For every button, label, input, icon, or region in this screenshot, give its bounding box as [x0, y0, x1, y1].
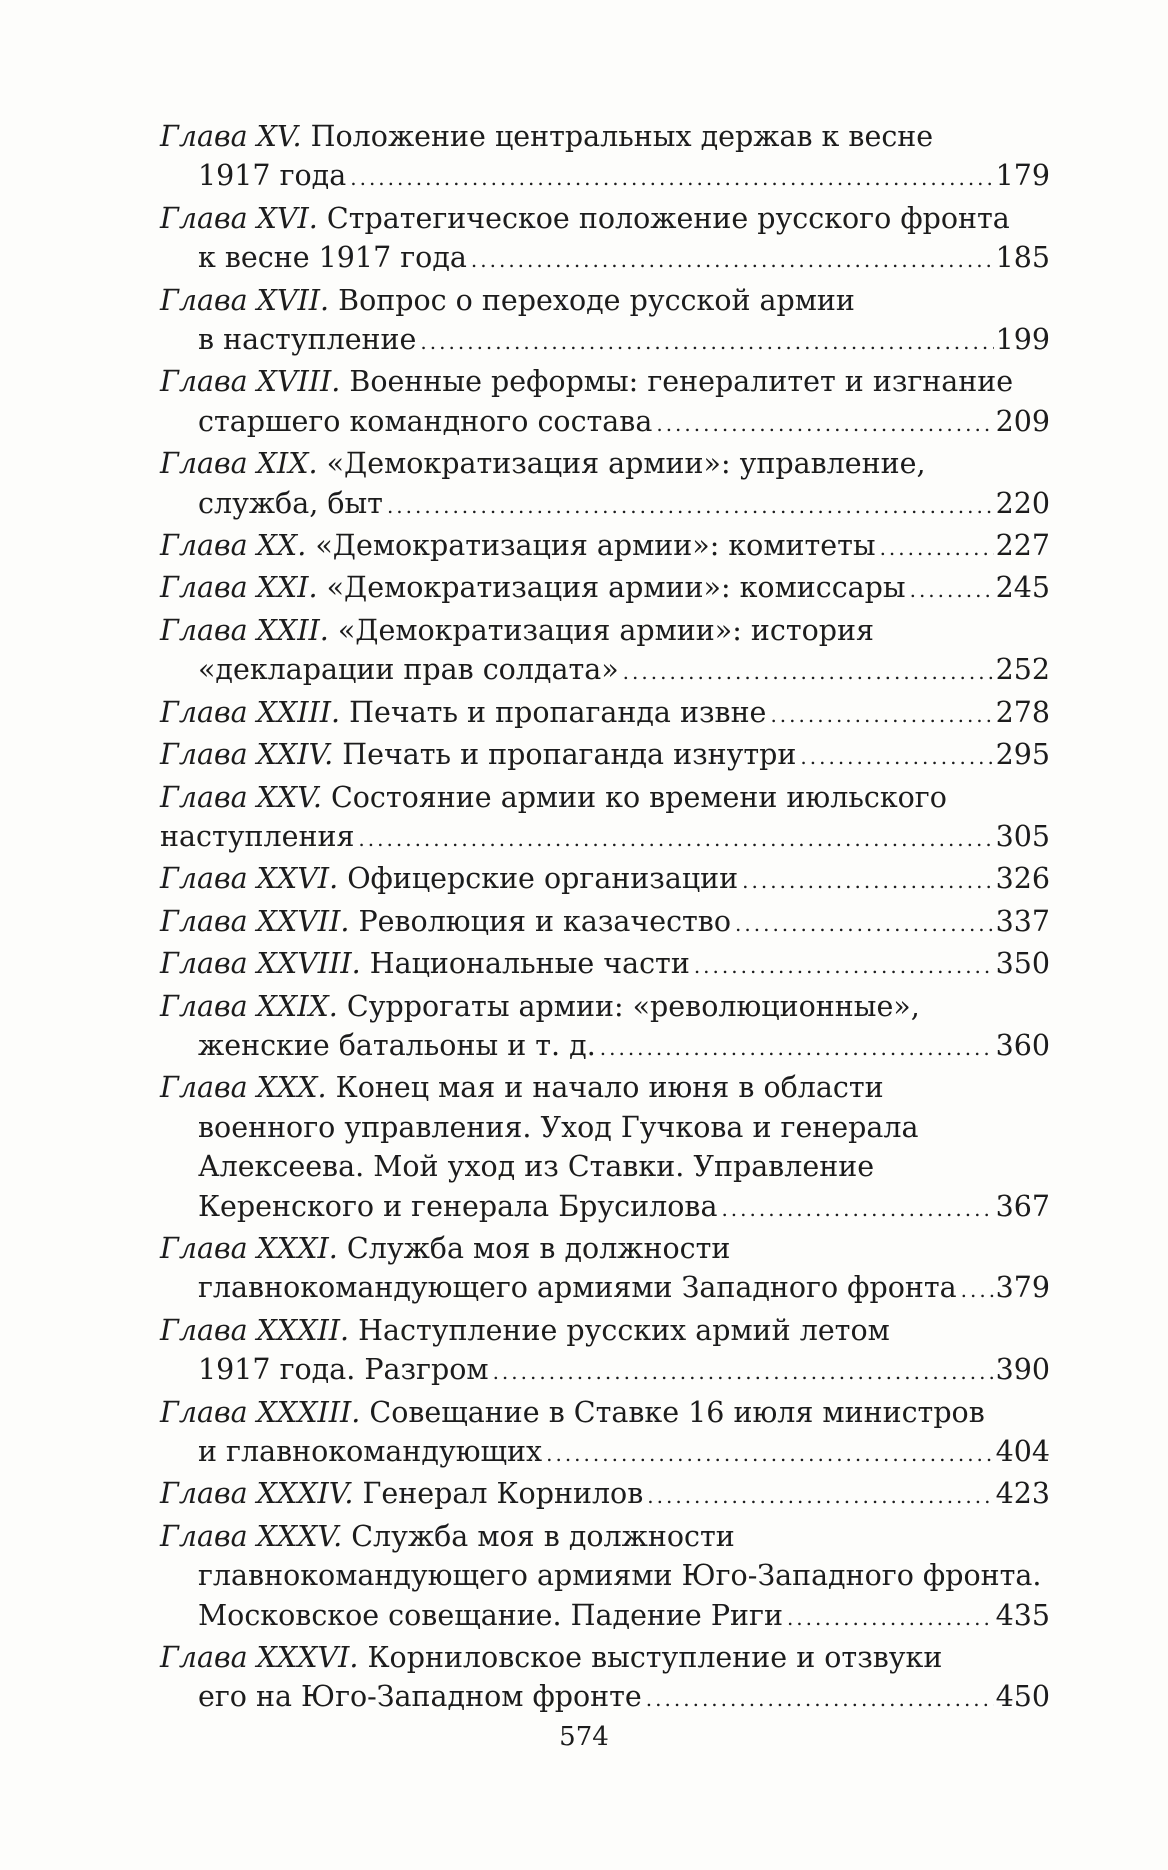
toc-page-number: 326	[995, 862, 1050, 896]
toc-page-number: 337	[995, 904, 1050, 938]
toc-page-number: 305	[995, 819, 1050, 853]
toc-line-text	[160, 735, 796, 774]
toc-entry	[160, 281, 1050, 363]
chapter-title-line: в наступление	[198, 323, 417, 357]
toc-line-text	[160, 202, 1010, 235]
toc-entry-last-line	[160, 1474, 1050, 1516]
dot-leader	[600, 1029, 994, 1068]
chapter-label: Глава XXV.	[160, 780, 322, 814]
toc-entry	[160, 1393, 1050, 1475]
toc-entry	[160, 444, 1050, 526]
chapter-label: Глава XXVII.	[160, 904, 350, 938]
chapter-label: Глава XXIII.	[160, 695, 341, 729]
chapter-title-line: Алексеева. Мой уход из Ставки. Управление	[198, 1150, 875, 1184]
toc-entry	[160, 362, 1050, 444]
toc-page-number: 278	[995, 695, 1050, 729]
toc-line-text	[198, 1187, 717, 1226]
chapter-label: Глава XXXI.	[160, 1231, 338, 1265]
chapter-title-line: к весне 1917 года	[198, 241, 467, 275]
toc-line-text	[160, 902, 731, 941]
toc-entry-last-line	[160, 817, 1050, 859]
chapter-title-line: наступления	[160, 819, 355, 853]
toc-entry-line	[160, 1517, 1050, 1556]
page-number: 574	[559, 1722, 609, 1752]
toc-entry-last-line	[160, 1268, 1050, 1310]
toc-line-text	[160, 526, 876, 565]
toc-page-number: 367	[995, 1189, 1050, 1223]
chapter-title-line: Стратегическое положение русского фронта	[326, 201, 1010, 235]
chapter-title-line: Корниловское выступление и отзвуки	[367, 1641, 943, 1675]
dot-leader	[646, 1680, 994, 1719]
toc-entry	[160, 778, 1050, 860]
toc-page-number: 185	[995, 241, 1050, 275]
chapter-label: Глава XXXVI.	[160, 1641, 359, 1675]
toc-line-text	[160, 944, 690, 983]
toc-entry	[160, 1517, 1050, 1638]
chapter-title-line: Революция и казачество	[358, 904, 732, 938]
toc-line-text	[198, 156, 346, 195]
toc-entry-last-line	[160, 526, 1050, 568]
toc-line-text	[198, 1111, 919, 1144]
toc-entry-line	[160, 1393, 1050, 1432]
chapter-label: Глава XXVI.	[160, 862, 339, 896]
dot-leader	[623, 653, 994, 692]
toc-line-text	[198, 1268, 957, 1307]
dot-leader	[350, 159, 993, 198]
toc-entry-last-line	[160, 568, 1050, 610]
chapter-label: Глава XIX.	[160, 447, 318, 481]
chapter-title-line: Генерал Корнилов	[362, 1477, 644, 1511]
dot-leader	[787, 1599, 994, 1638]
toc-line-text	[160, 447, 926, 480]
toc-page-number: 435	[995, 1598, 1050, 1632]
chapter-title-line: служба, быт	[198, 486, 383, 520]
chapter-title-line: Вопрос о переходе русской армии	[338, 283, 855, 317]
toc-entry	[160, 1311, 1050, 1393]
dot-leader	[770, 696, 993, 735]
toc-page-number: 179	[995, 159, 1050, 193]
toc-entry-last-line	[160, 1432, 1050, 1474]
toc-line-text	[160, 817, 354, 856]
chapter-title-line: Конец мая и начало июня в области	[335, 1071, 884, 1105]
chapter-label: Глава XXXV.	[160, 1519, 343, 1553]
toc-line-text	[160, 1396, 985, 1429]
toc-page-number: 220	[995, 486, 1050, 520]
toc-entry-line	[160, 444, 1050, 483]
toc-entry	[160, 987, 1050, 1069]
toc-line-text	[198, 1559, 1041, 1592]
toc-line-text	[160, 1314, 890, 1347]
toc-entry-last-line	[160, 1026, 1050, 1068]
chapter-title-line: Московское совещание. Падение Риги	[198, 1598, 783, 1632]
toc-line-text	[198, 238, 467, 277]
toc-entry-last-line	[160, 320, 1050, 362]
toc-entry-last-line	[160, 650, 1050, 692]
toc-entry-line	[160, 1556, 1050, 1595]
toc-page-number: 209	[995, 404, 1050, 438]
dot-leader	[656, 405, 993, 444]
toc-line-text	[160, 1520, 735, 1553]
chapter-title-line: Служба моя в должности	[346, 1231, 731, 1265]
toc-entry-last-line	[160, 1677, 1050, 1719]
dot-leader	[647, 1477, 993, 1516]
toc-entry	[160, 735, 1050, 777]
toc-line-text	[160, 1071, 884, 1104]
toc-line-text	[160, 365, 1013, 398]
chapter-label: Глава XX.	[160, 529, 307, 563]
toc-entry-line	[160, 362, 1050, 401]
toc-entry-line	[160, 1147, 1050, 1186]
chapter-title-line: «Демократизация армии»: история	[337, 613, 874, 647]
dot-leader	[546, 1435, 993, 1474]
toc-entry-line	[160, 987, 1050, 1026]
dot-leader	[493, 1353, 994, 1392]
toc-entry-last-line	[160, 859, 1050, 901]
chapter-title-line: Национальные части	[369, 947, 690, 981]
chapter-label: Глава XXXIV.	[160, 1477, 354, 1511]
chapter-title-line: «декларации прав солдата»	[198, 653, 619, 687]
toc-entry	[160, 859, 1050, 901]
chapter-title-line: «Демократизация армии»: комиссары	[326, 571, 906, 605]
toc-entry-line	[160, 1108, 1050, 1147]
toc-page-number: 423	[995, 1477, 1050, 1511]
dot-leader	[420, 323, 993, 362]
toc-page-number: 390	[995, 1353, 1050, 1387]
toc-entry	[160, 1638, 1050, 1720]
dot-leader	[800, 738, 993, 777]
toc-entry	[160, 611, 1050, 693]
toc-entry	[160, 568, 1050, 610]
toc-entry-line	[160, 611, 1050, 650]
chapter-label: Глава XXXII.	[160, 1313, 350, 1347]
toc-line-text	[160, 1232, 730, 1265]
toc-entry	[160, 693, 1050, 735]
toc-line-text	[160, 1641, 942, 1674]
toc-entry-last-line	[160, 902, 1050, 944]
chapter-label: Глава XV.	[160, 120, 302, 153]
toc-line-text	[198, 650, 619, 689]
chapter-label: Глава XVIII.	[160, 365, 341, 399]
toc-entry-line	[160, 1638, 1050, 1677]
toc-entry-last-line	[160, 1350, 1050, 1392]
toc-entry-last-line	[160, 238, 1050, 280]
toc-page-number: 227	[995, 529, 1050, 563]
chapter-title-line: Печать и пропаганда извне	[349, 695, 767, 729]
dot-leader	[910, 571, 994, 610]
chapter-title-line: Совещание в Ставке 16 июля министров	[369, 1395, 985, 1429]
toc-entry-line	[160, 1068, 1050, 1107]
toc-entry	[160, 902, 1050, 944]
chapter-title-line: военного управления. Уход Гучкова и генерала	[198, 1110, 919, 1144]
chapter-title-line: его на Юго-Западном фронте	[198, 1680, 642, 1714]
chapter-label: Глава XVII.	[160, 283, 330, 317]
toc-line-text	[160, 284, 855, 317]
toc-page-number: 199	[995, 323, 1050, 357]
toc-entry-last-line	[160, 402, 1050, 444]
toc-line-text	[198, 1596, 783, 1635]
toc-line-text	[198, 1150, 874, 1183]
dot-leader	[880, 529, 994, 568]
toc-page-number: 245	[995, 571, 1050, 605]
chapter-label: Глава XXII.	[160, 613, 329, 647]
toc-line-text	[160, 1474, 643, 1513]
toc-page-number: 350	[995, 947, 1050, 981]
toc-entry	[160, 526, 1050, 568]
chapter-title-line: Состояние армии ко времени июльского	[330, 780, 947, 814]
toc-line-text	[160, 859, 738, 898]
toc-entry-line	[160, 281, 1050, 320]
chapter-title-line: и главнокомандующих	[198, 1435, 543, 1468]
dot-leader	[735, 905, 994, 944]
toc-page-number: 252	[995, 653, 1050, 687]
chapter-label: Глава XXIX.	[160, 989, 338, 1023]
toc-entry	[160, 944, 1050, 986]
dot-leader	[387, 487, 994, 526]
dot-leader	[358, 820, 993, 859]
chapter-title-line: Служба моя в должности	[351, 1519, 735, 1553]
toc-line-text	[198, 1350, 489, 1389]
toc-entry	[160, 199, 1050, 281]
toc-page-number: 404	[995, 1435, 1050, 1468]
toc-entry	[160, 1068, 1050, 1229]
toc-line-text	[198, 484, 383, 523]
toc-line-text	[160, 614, 874, 647]
toc-line-text	[198, 1677, 642, 1716]
toc-entry-line	[160, 117, 1050, 156]
chapter-title-line: «Демократизация армии»: управление,	[326, 447, 926, 481]
toc-line-text	[198, 1432, 542, 1471]
toc-page-number: 450	[995, 1680, 1050, 1714]
toc-line-text	[198, 1026, 596, 1065]
chapter-title-line: Суррогаты армии: «революционные»,	[346, 989, 920, 1023]
toc-line-text	[198, 320, 416, 359]
toc-entry-line	[160, 1229, 1050, 1268]
toc-line-text	[160, 120, 933, 153]
toc-page-number: 295	[995, 738, 1050, 772]
chapter-title-line: старшего командного состава	[198, 404, 653, 438]
chapter-title-line: женские батальоны и т. д.	[198, 1028, 596, 1062]
toc-page-number: 379	[995, 1271, 1050, 1305]
table-of-contents	[160, 117, 1050, 1720]
toc-entry-last-line	[160, 1596, 1050, 1638]
toc-entry-line	[160, 1311, 1050, 1350]
chapter-title-line: 1917 года. Разгром	[198, 1353, 489, 1387]
chapter-label: Глава XXVIII.	[160, 947, 361, 981]
chapter-title-line: Наступление русских армий летом	[358, 1313, 890, 1347]
toc-entry-last-line	[160, 735, 1050, 777]
toc-line-text	[198, 402, 652, 441]
toc-entry	[160, 1229, 1050, 1311]
toc-page-number: 360	[995, 1028, 1050, 1062]
toc-entry	[160, 1474, 1050, 1516]
chapter-label: Глава XXX.	[160, 1071, 327, 1105]
dot-leader	[694, 947, 994, 986]
toc-entry-last-line	[160, 156, 1050, 198]
toc-entry-last-line	[160, 1187, 1050, 1229]
chapter-title-line: Керенского и генерала Брусилова	[198, 1189, 718, 1223]
chapter-label: Глава XXXIII.	[160, 1395, 361, 1429]
dot-leader	[742, 862, 993, 901]
toc-entry-last-line	[160, 944, 1050, 986]
chapter-title-line: Положение центральных держав к весне	[310, 120, 934, 153]
toc-line-text	[160, 990, 920, 1023]
chapter-label: Глава XVI.	[160, 201, 318, 235]
toc-line-text	[160, 568, 906, 607]
toc-line-text	[160, 693, 766, 732]
toc-entry-last-line	[160, 484, 1050, 526]
dot-leader	[961, 1271, 994, 1310]
toc-entry	[160, 117, 1050, 199]
chapter-title-line: «Демократизация армии»: комитеты	[315, 529, 876, 563]
chapter-title-line: Печать и пропаганда изнутри	[342, 738, 797, 772]
chapter-title-line: главнокомандующего армиями Юго-Западного фронта.	[198, 1559, 1042, 1593]
toc-line-text	[160, 781, 947, 814]
chapter-label: Глава XXIV.	[160, 738, 334, 772]
chapter-title-line: Офицерские организации	[347, 862, 739, 896]
toc-entry-line	[160, 199, 1050, 238]
chapter-title-line: главнокомандующего армиями Западного фронта	[198, 1271, 957, 1305]
dot-leader	[471, 241, 994, 280]
chapter-label: Глава XXI.	[160, 571, 318, 605]
chapter-title-line: 1917 года	[198, 159, 347, 193]
toc-entry-last-line	[160, 693, 1050, 735]
toc-entry-line	[160, 778, 1050, 817]
dot-leader	[721, 1190, 993, 1229]
chapter-title-line: Военные реформы: генералитет и изгнание	[349, 365, 1014, 399]
